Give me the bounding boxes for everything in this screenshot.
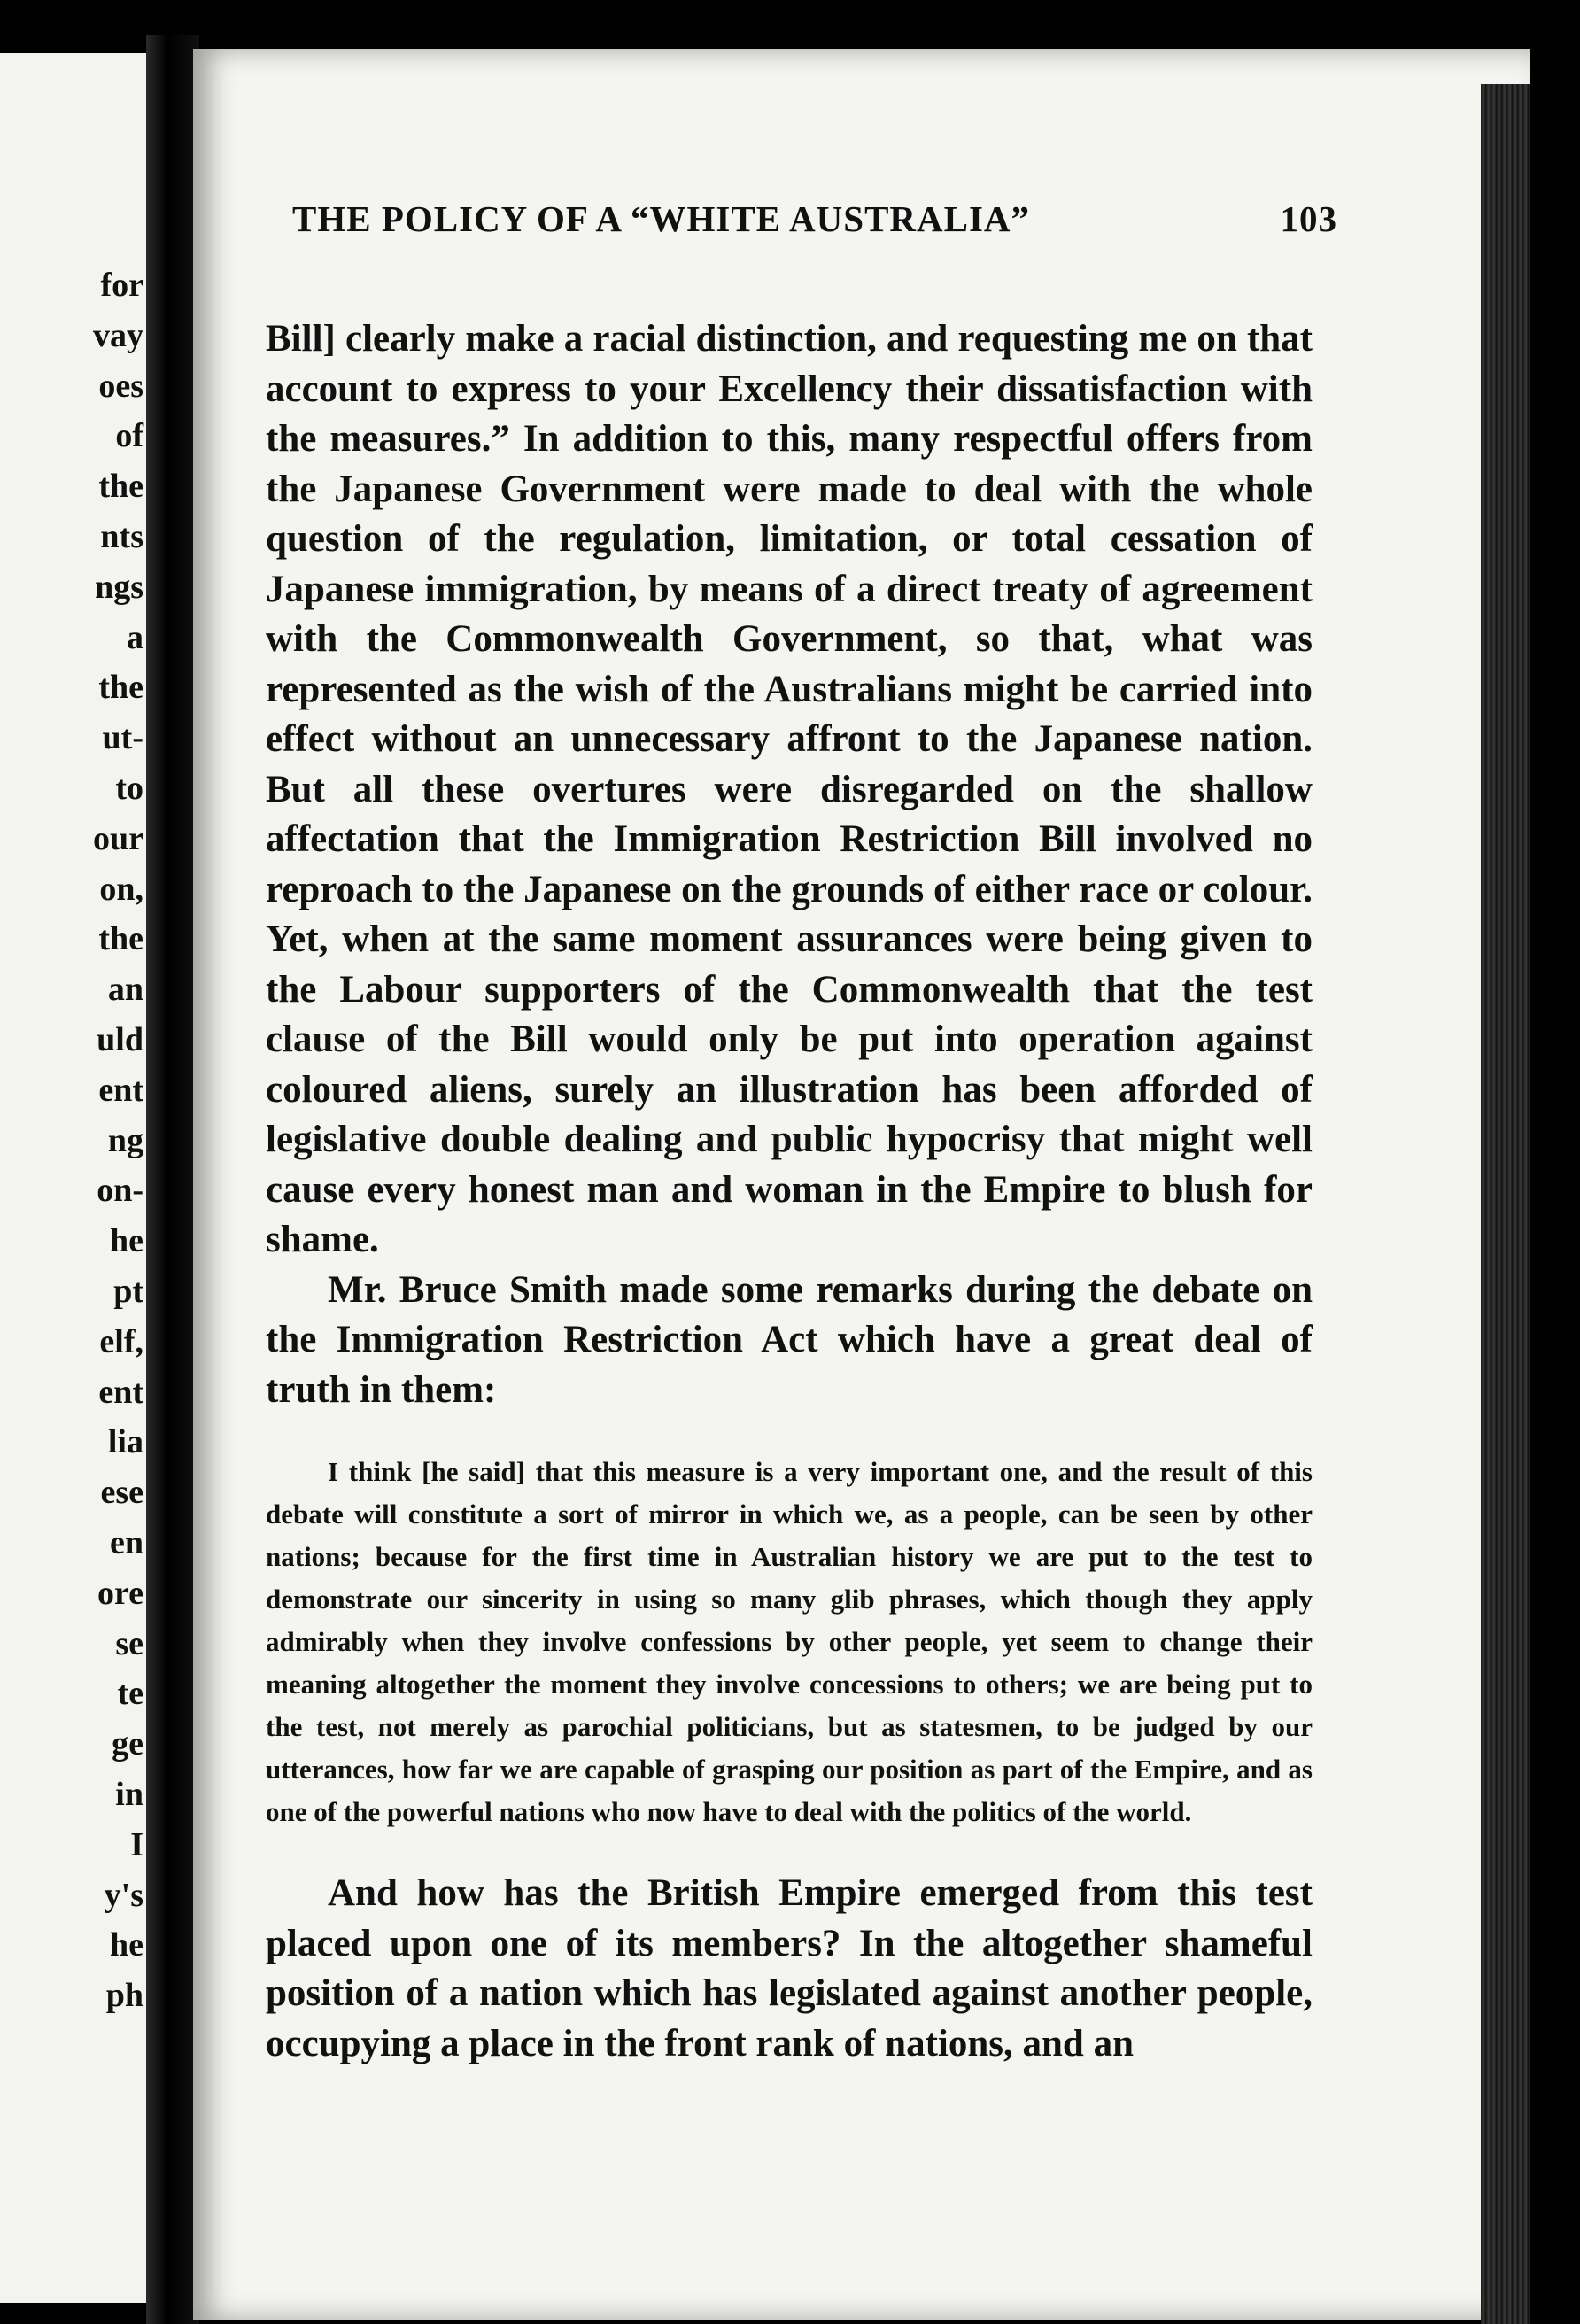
left-page-fragment: ge	[112, 1725, 143, 1763]
left-page-fragment: ut-	[102, 719, 143, 757]
left-page-fragment: ese	[100, 1474, 143, 1512]
left-page-fragment: I	[130, 1825, 143, 1863]
left-page-fragment: the	[98, 669, 143, 707]
left-page-fragment: ngs	[95, 568, 143, 606]
left-page-fragment: he	[110, 1926, 143, 1964]
left-page-fragment: ng	[107, 1121, 143, 1159]
left-page-fragment: for	[100, 267, 143, 304]
left-page-fragment: se	[115, 1624, 143, 1662]
page-body	[266, 314, 1313, 2069]
left-page-fragment: in	[115, 1776, 143, 1813]
page-edge	[1481, 84, 1530, 2324]
left-page-fragment: the	[98, 920, 143, 958]
left-page-fragment: of	[115, 417, 143, 455]
book-gutter	[146, 35, 199, 2324]
left-page-fragment: y's	[104, 1876, 143, 1914]
left-page-fragment: to	[115, 770, 143, 807]
left-page-fragment: our	[93, 819, 143, 857]
left-page-fragment: te	[117, 1675, 143, 1713]
paragraph-1: Bill] clearly make a racial distinction, and requesting me on that account to express to your Excellency their dissatisfaction with the measures.” In addition to this, many respectful offers from the Japanese Government were made to deal with the whole question of the regulation, limitation, or total cessation of Japanese immigration, by means of a direct treaty of agreement with the Commonwealth Government, so that, what was represented as the wish of the Australians might be carried into effect without an unnecessary affront to the Japanese nation. But all these overtures were disregarded on the shallow affectation that the Immigration Restriction Bill involved no reproach to the Japanese on the grounds of either race or colour. Yet, when at the same moment assurances were being given to the Labour supporters of the Commonwealth that the test clause of the Bill would only be put into operation against coloured aliens, surely an illustration has been afforded of legislative double dealing and public hypocrisy that might well cause every honest man and woman in the Empire to blush for shame.	[266, 318, 1313, 1260]
left-page-fragment: uld	[97, 1021, 143, 1058]
left-page-fragment: an	[107, 971, 143, 1009]
page-number: 103	[1280, 198, 1337, 239]
left-page-fragment: ore	[97, 1574, 143, 1612]
right-page	[193, 49, 1530, 2320]
left-page-fragment: he	[110, 1222, 143, 1260]
left-page-fragment: oes	[98, 367, 143, 405]
block-quote: I think [he said] that this measure is a very important one, and the result of this debate will constitute a sort of mirror in which we, as a people, can be seen by other nations; because for the first time in Australian history we are put to the test to demonstrate our sincerity in using so many glib phrases, which though they apply admirably when they involve confessions by other people, yet seem to change their meaning altogether the moment they involve concessions to others; we are being put to the test, not merely as parochial politicians, but as statesmen, to be judged by our utterances, how far we are capable of grasping our position as part of the Empire, and as one of the powerful nations who now have to deal with the politics of the world.	[266, 1456, 1313, 1827]
left-page-fragment: en	[110, 1524, 143, 1561]
left-page-fragment: vay	[93, 316, 143, 354]
left-page-fragment: ent	[98, 1071, 143, 1109]
paragraph-2: Mr. Bruce Smith made some remarks during the debate on the Immigration Restriction Act which have a great deal of truth in them:	[266, 1268, 1313, 1411]
left-page-fragment: ph	[105, 1977, 143, 2015]
left-page-fragment: a	[127, 618, 143, 656]
left-page-fragment: on-	[97, 1172, 143, 1210]
left-page-fragment: ent	[98, 1373, 143, 1411]
running-header	[292, 198, 1337, 240]
left-page-fragment: lia	[107, 1423, 143, 1461]
left-page-fragment: on,	[99, 870, 143, 908]
left-page-fragment: the	[98, 468, 143, 506]
left-page-fragment: nts	[100, 518, 143, 555]
left-facing-page	[0, 53, 151, 2303]
running-title: THE POLICY OF A “WHITE AUSTRALIA”	[292, 198, 1031, 239]
paragraph-3: And how has the British Empire emerged from this test placed upon one of its members? In the altogether shameful position of a nation which has legislated against another people, occupying a place in the front rank of nations, and an	[266, 1872, 1313, 2064]
left-page-fragment: elf,	[99, 1322, 143, 1360]
left-page-fragment: pt	[113, 1273, 143, 1310]
